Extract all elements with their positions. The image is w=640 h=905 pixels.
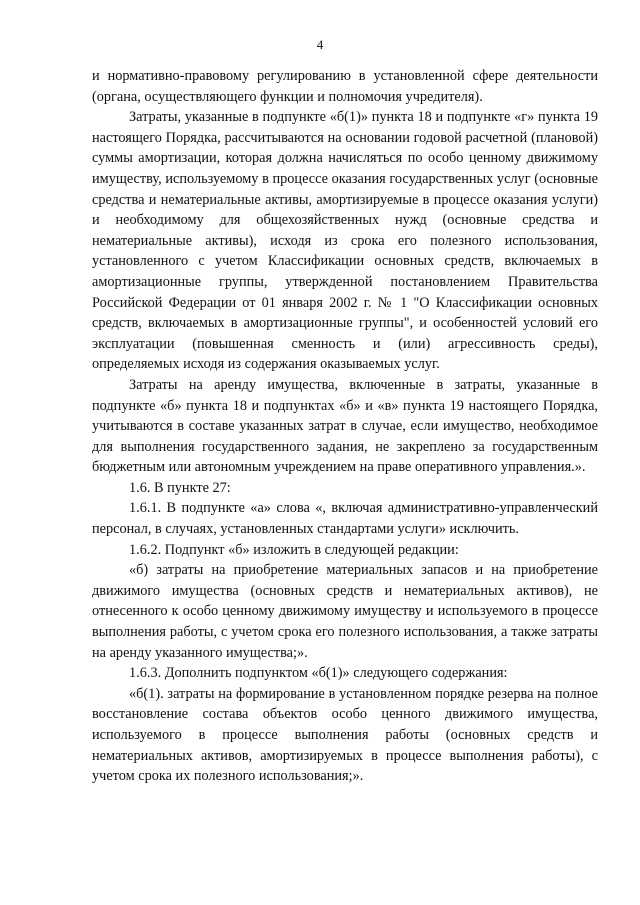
paragraph-rent-costs: Затраты на аренду имущества, включенные в затраты, указанные в подпункте «б» пункта 18 и подпунктах «б» и «в» пункта 19 настоящего Порядка, учитываются в составе указанных затрат в случае, если имущество, необходимое для выполнения государственного задания, не закреплено за государственным бюджетным или автономным учреждением на праве оперативного управления.».: [92, 376, 598, 476]
paragraph-subitem-b1: «б(1). затраты на формирование в установленном порядке резерва на полное восстановление состава объектов особо ценного движимого имущества, используемого в процессе выполнения работы (основных средств и нематериальных активов, амортизируемых в процессе выполнения работы), с учетом срока их полезного использования;».: [92, 685, 598, 785]
page-number: 4: [316, 37, 324, 52]
paragraph-item-1-6-2: 1.6.2. Подпункт «б» изложить в следующей редакции:: [129, 541, 459, 558]
paragraph-item-1-6-3: 1.6.3. Дополнить подпунктом «б(1)» следующего содержания:: [129, 665, 508, 682]
paragraph-continuation: и нормативно-правовому регулированию в установленной сфере деятельности (органа, осуществляющего функции и полномочия учредителя).: [92, 68, 598, 105]
paragraph-subitem-b: «б) затраты на приобретение материальных запасов и на приобретение движимого имущества (основных средств и нематериальных активов), не отнесенного к особо ценному движимому имуществу и используемого в процессе выполнения работы, с учетом срока его полезного использования, а также затраты на аренду указанного имущества;».: [92, 562, 598, 661]
paragraph-item-1-6-1: 1.6.1. В подпункте «а» слова «, включая административно-управленческий персонал, в случаях, установленных стандартами услуги» исключить.: [92, 500, 598, 538]
paragraph-item-1-6: 1.6. В пункте 27:: [129, 479, 231, 496]
document-body: [92, 66, 598, 787]
paragraph-amortization-costs: Затраты, указанные в подпункте «б(1)» пункта 18 и подпункте «г» пункта 19 настоящего Порядка, рассчитываются на основании годовой расчетной (плановой) суммы амортизации, которая должна начисляться по особо ценному движимому имуществу, используемому в процессе оказания государственных услуг (основные средства и нематериальные активы, амортизируемые в процессе оказания услуги) и необходимому для общехозяйственных нужд (основные средства и нематериальные активы), исходя из срока его полезного использования, установленного с учетом Классификации основных средств, включаемых в амортизационные группы, утвержденной постановлением Правительства Российской Федерации от 01 января 2002 г. № 1 "О Классификации основных средств, включаемых в амортизационные группы", и особенностей условий его эксплуатации (повышенная сменность и (или) агрессивность среды), определяемых исходя из содержания оказываемых услуг.: [92, 109, 598, 373]
